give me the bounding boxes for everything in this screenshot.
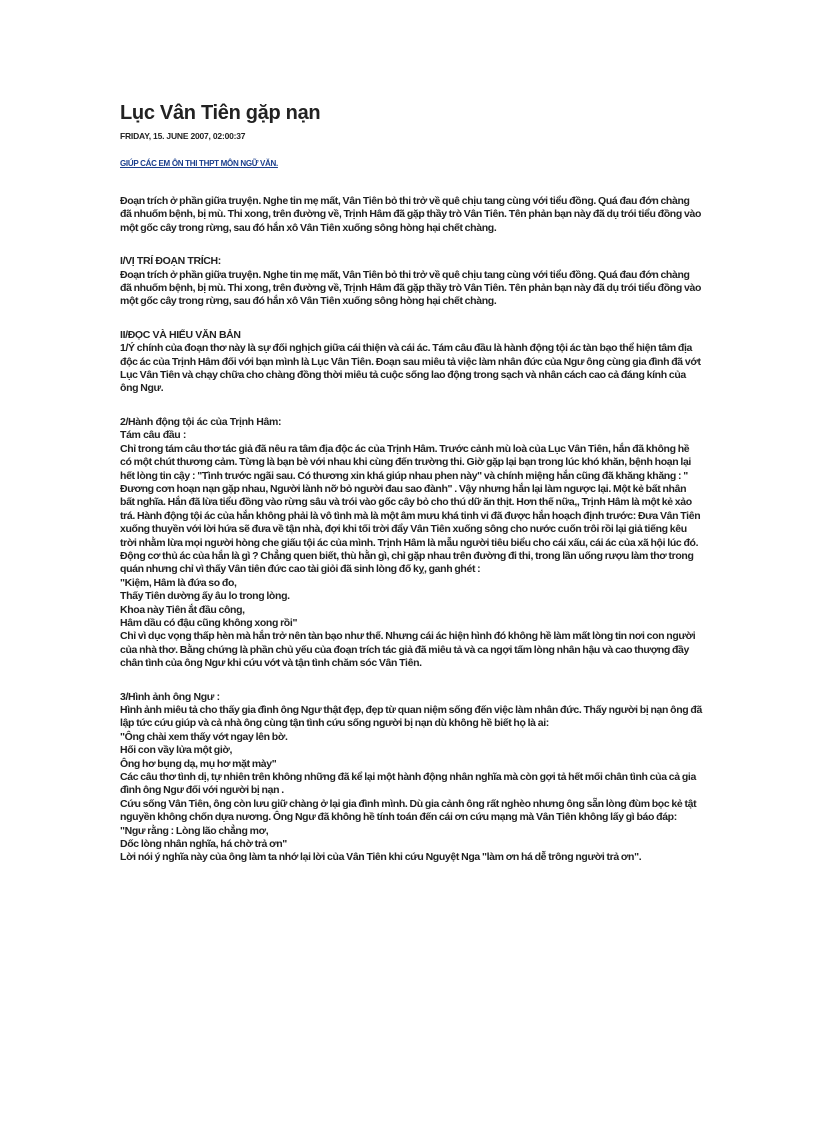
page-title: Lục Vân Tiên gặp nạn [120,102,321,124]
section-position [120,255,702,309]
paragraph-line: Chỉ trong tám câu thơ tác giả đã nêu ra tâm địa độc ác của Trịnh Hâm. Trước cảnh mù loà của Lục Vân Tiên, hắn đã không hề có một chút thương cảm. Từng là bạn bè với nhau khi cùng đến trường thi. Giờ gặp lại bạn trong lúc khó khăn, bệnh hoạn lại hết lòng tin cậy : "Tình trước ngãi sau. Có thương xin khá giúp nhau phen này" và chính miệng hắn cũng đã khăng khăng : " Đương cơn hoạn nạn gặp nhau, Người lành nỡ bỏ người đau sao đành" . Vậy nhưng hắn lại làm ngược lại. Một kẻ bất nhân bất nghĩa. Hắn đã lừa tiểu đồng vào rừng sâu và trói vào gốc cây bỏ cho thú dữ ăn thịt. Hơn thế nữa,, Trịnh Hâm là một kẻ xảo trá. Hành động tội ác của hắn không phải là vô tình mà là một âm mưu khá tinh vi đã được hắn hoạch định trước: Đưa Vân Tiên xuống thuyền với lời hứa sẽ đưa về tận nhà, đợi khi tối trời đẩy Vân Tiên xuống sông cho nước cuốn trôi rồi lại giả tiếng kêu trời nhằm lừa mọi người hòng che giấu tội ác của mình. Trịnh Hâm là mẫu người tiêu biểu cho cái xấu, cái ác của xã hội lúc đó. [120,442,701,549]
document-page [120,100,702,865]
poem-line: Hối con vầy lửa một giờ, [120,744,233,757]
poem-line: Dốc lòng nhân nghĩa, há chờ trả ơn" [120,838,287,851]
poem-line: Ông hơ bụng dạ, mụ hơ mặt mày" [120,757,277,770]
paragraph-line: Lời nói ý nghĩa này của ông làm ta nhớ lại lời của Vân Tiên khi cứu Nguyệt Nga "làm ơn há dễ trông người trả ơn". [120,851,642,864]
section-paragraph: Đoạn trích ở phần giữa truyện. Nghe tin mẹ mất, Vân Tiên bỏ thi trở về quê chịu tang cùng với tiểu đồng. Quá đau đớn chàng đã nhuốm bệnh, bị mù. Thi xong, trên đường về, Trịnh Hâm đã gặp thầy trò Vân Tiên. Tên phản bạn này đã dụ trói tiểu đồng vào một gốc cây trong rừng, sau đó hắn xô Vân Tiên xuống sông hòng hại chết chàng. [120,268,702,308]
intro-paragraph: Đoạn trích ở phần giữa truyện. Nghe tin mẹ mất, Vân Tiên bỏ thi trở về quê chịu tang cùng với tiểu đồng. Quá đau đớn chàng đã nhuốm bệnh, bị mù. Thi xong, trên đường về, Trịnh Hâm đã gặp thầy trò Vân Tiên. Tên phản bạn này đã dụ trói tiểu đồng vào một gốc cây trong rừng, sau đó hắn xô Vân Tiên xuống sông hòng hại chết chàng. [120,195,702,234]
section-trinh-ham [120,416,702,671]
paragraph-line: Chỉ vì dục vọng thấp hèn mà hắn trở nên tàn bạo như thế. Nhưng cái ác hiện hình đó không hề làm mất lòng tin nơi con người của nhà thơ. Bằng chứng là phần chủ yếu của đoạn trích tác giả đã miêu tả và ca ngợi tấm lòng nhân hậu và cao thượng đầy chân tình của ông Ngư khi cứu vớt và tận tình chăm sóc Vân Tiên. [120,630,696,670]
poem-line: Thấy Tiên dường ấy âu lo trong lòng. [120,590,290,603]
section-heading: II/ĐỌC VÀ HIỂU VĂN BẢN [120,328,241,341]
poem-line: Khoa này Tiên ắt đầu công, [120,603,245,616]
section-paragraph: 1/Ý chính của đoạn thơ này là sự đối nghịch giữa cái thiện và cái ác. Tám câu đầu là hành động tội ác tàn bạo thể hiện tâm địa độc ác của Trịnh Hâm đối với bạn mình là Lục Vân Tiên. Đoạn sau miêu tả việc làm nhân đức của Ngư ông cùng gia đình đã vớt Lục Vân Tiên và chạy chữa cho chàng đồng thời miêu tả cuộc sống lao động trong sạch và nhân cách cao cả đáng kính của ông Ngư. [120,342,701,395]
section-reading [120,329,702,396]
poem-line: "Ông chài xem thấy vớt ngay lên bờ. [120,730,288,743]
section-heading: I/VỊ TRÍ ĐOẠN TRÍCH: [120,255,221,268]
section-heading: 3/Hình ảnh ông Ngư : [120,690,220,703]
poem-line: "Kiệm, Hâm là đứa so đo, [120,576,237,589]
section-ong-ngu [120,691,702,865]
paragraph-line: Hình ảnh miêu tả cho thấy gia đình ông Ngư thật đẹp, đẹp từ quan niệm sống đến việc làm nhân đức. Thấy người bị nạn ông đã lập tức cứu giúp và cả nhà ông cùng tận tình cứu sống người bị nạn dù không hề biết họ là ai: [120,704,702,730]
category-link[interactable]: GIÚP CÁC EM ÔN THI THPT MÔN NGỮ VĂN. [120,159,278,168]
section-heading: 2/Hành động tội ác của Trịnh Hâm: [120,415,282,428]
poem-line: "Ngư rằng : Lòng lão chẳng mơ, [120,824,269,837]
paragraph-line: Các câu thơ tình dị, tự nhiên trên không những đã kể lại một hành động nhân nghĩa mà còn gợi tả hết mối chân tình của cả gia đình ông Ngư đối với người bị nạn . [120,771,696,797]
intro-block [120,195,702,235]
section-subheading: Tám câu đầu : [120,429,187,442]
paragraph-line: Động cơ thủ ác của hắn là gì ? Chẳng quen biết, thù hằn gì, chỉ gặp nhau trên đường đi thi, trong lần uống rượu làm thơ trong quán nhưng chỉ vì thấy Vân tiên đức cao tài giỏi đã sinh lòng đố kỵ, ganh ghét : [120,549,694,576]
paragraph-line: Cứu sống Vân Tiên, ông còn lưu giữ chàng ở lại gia đình mình. Dù gia cảnh ông rất nghèo nhưng ông sẵn lòng đùm bọc kẻ tật nguyền không chốn dựa nương. Ông Ngư đã không hề tính toán đến cái ơn cứu mạng mà Vân Tiên không lấy gì báo đáp: [120,797,697,824]
poem-line: Hâm dầu có đậu cũng không xong rồi" [120,616,298,629]
post-date: FRIDAY, 15. JUNE 2007, 02:00:37 [120,131,246,141]
